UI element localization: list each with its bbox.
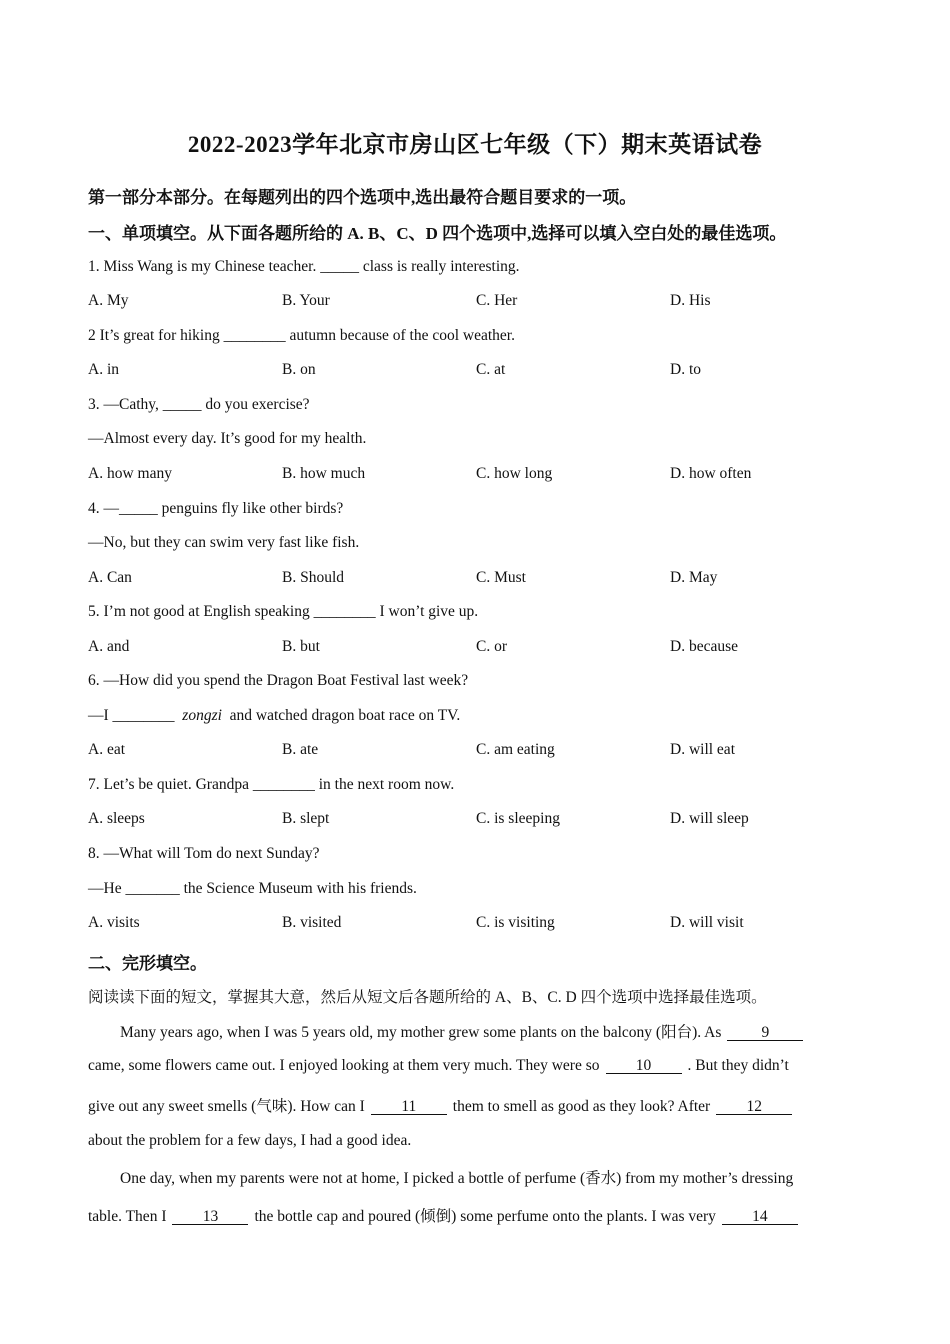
question-7-option-d: D. will sleep [670,810,749,827]
question-2-option-b: B. on [282,361,316,378]
section2-instruction: 阅读读下面的短文，掌握其大意，然后从短文后各题所给的 A、B、C. D 四个选项中选择最佳选项。 [88,989,767,1006]
question-1-option-d: D. His [670,292,711,309]
question-5-option-c: C. or [476,638,507,655]
passage-line-2 [88,1057,863,1075]
question-4-option-a: A. Can [88,569,132,586]
passage-line-5: One day, when my parents were not at home, I picked a bottle of perfume (香水) from my mother’s dressing [120,1170,794,1187]
question-5-option-a: A. and [88,638,130,655]
passage-text: . But they didn’t [687,1057,789,1074]
question-7-option-a: A. sleeps [88,810,145,827]
question-4-option-c: C. Must [476,569,526,586]
blank-14: 14 [722,1209,798,1225]
question-2-option-c: C. at [476,361,506,378]
question-4-option-d: D. May [670,569,718,586]
question-2-stem: 2 It’s great for hiking ________ autumn because of the cool weather. [88,327,515,344]
blank-10: 10 [606,1058,682,1074]
question-6-italic-word: zongzi [182,707,222,724]
question-6-option-d: D. will eat [670,741,735,758]
passage-line-1 [88,1020,863,1042]
question-6-option-b: B. ate [282,741,319,758]
blank-9: 9 [727,1025,803,1041]
passage-text: the bottle cap and poured (倾倒) some perfume onto the plants. I was very [254,1208,716,1225]
question-5-stem: 5. I’m not good at English speaking ________ I won’t give up. [88,603,479,620]
question-2-option-a: A. in [88,361,119,378]
question-3-stem: 3. —Cathy, _____ do you exercise? [88,396,310,413]
question-2-option-d: D. to [670,361,701,378]
passage-text: give out any sweet smells (气味). How can I [88,1098,365,1115]
question-5-option-b: B. but [282,638,320,655]
question-3-answer-line: —Almost every day. It’s good for my health. [88,430,367,447]
passage-text: Many years ago, when I was 5 years old, my mother grew some plants on the balcony (阳台). As [120,1024,722,1041]
question-3-option-b: B. how much [282,465,366,482]
question-3-option-c: C. how long [476,465,553,482]
question-1-option-a: A. My [88,292,129,309]
passage-line-3 [88,1094,863,1116]
question-3-option-d: D. how often [670,465,752,482]
question-1-option-b: B. Your [282,292,330,309]
question-6-option-c: C. am eating [476,741,555,758]
question-8-option-a: A. visits [88,914,140,931]
passage-text: came, some flowers came out. I enjoyed looking at them very much. They were so [88,1057,600,1074]
question-8-option-b: B. visited [282,914,342,931]
question-6-answer-start: —I ________ [88,707,183,724]
question-8-option-d: D. will visit [670,914,744,931]
question-4-answer-line: —No, but they can swim very fast like fish. [88,534,360,551]
passage-text: them to smell as good as they look? After [452,1098,711,1115]
blank-13: 13 [172,1209,248,1225]
question-4-option-b: B. Should [282,569,345,586]
question-4-stem: 4. —_____ penguins fly like other birds? [88,500,344,517]
part1-heading: 第一部分本部分。在每题列出的四个选项中,选出最符合题目要求的一项。 [88,188,637,207]
blank-11: 11 [371,1099,447,1115]
question-6-option-a: A. eat [88,741,126,758]
passage-line-6 [88,1204,863,1226]
passage-text: table. Then I [88,1208,167,1225]
question-7-option-c: C. is sleeping [476,810,560,827]
question-1-stem: 1. Miss Wang is my Chinese teacher. _____ class is really interesting. [88,258,520,275]
question-3-option-a: A. how many [88,465,172,482]
question-8-answer-line: —He _______ the Science Museum with his friends. [88,880,417,897]
passage-line-4: about the problem for a few days, I had a good idea. [88,1132,412,1149]
blank-12: 12 [716,1099,792,1115]
section1-heading: 一、单项填空。从下面各题所给的 A. B、C、D 四个选项中,选择可以填入空白处的最佳选项。 [88,224,787,243]
section2-heading: 二、完形填空。 [88,954,207,973]
page-title: 2022-2023学年北京市房山区七年级（下）期末英语试卷 [187,132,763,157]
question-1-option-c: C. Her [476,292,518,309]
question-7-stem: 7. Let’s be quiet. Grandpa ________ in the next room now. [88,776,455,793]
question-6-stem: 6. —How did you spend the Dragon Boat Festival last week? [88,672,469,689]
question-8-stem: 8. —What will Tom do next Sunday? [88,845,320,862]
question-6-answer-end: and watched dragon boat race on TV. [221,707,461,724]
question-6-answer-line [88,707,460,725]
question-5-option-d: D. because [670,638,738,655]
question-8-option-c: C. is visiting [476,914,555,931]
question-7-option-b: B. slept [282,810,330,827]
